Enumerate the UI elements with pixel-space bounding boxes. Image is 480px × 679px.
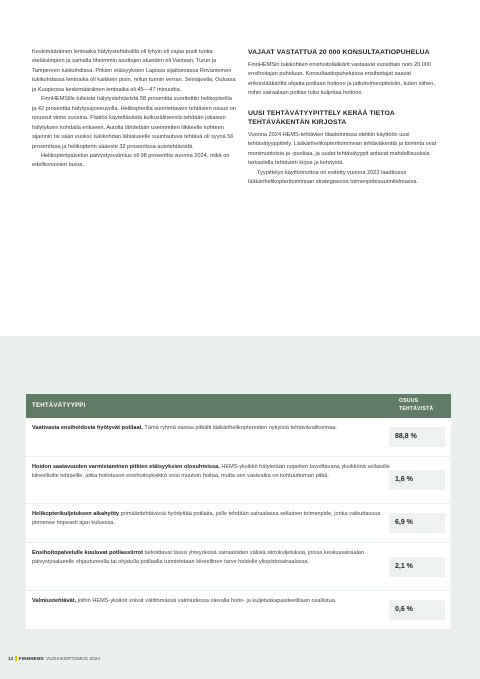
table-row	[26, 591, 451, 630]
header-mission-type: TEHTÄVÄTYYPPI	[32, 403, 86, 409]
mission-type-table	[26, 394, 451, 630]
brand-name: FINNHEMS	[18, 656, 45, 661]
row-share-value: 0,6 %	[389, 600, 445, 620]
row-title: Hoidon saatavuuden varmistaminen pitkien etäisyyksien olosuhteissa.	[32, 464, 220, 470]
page-footer	[8, 656, 100, 661]
table-row	[26, 543, 451, 591]
section-heading-consultation: VAJAAT VASTATTUA 20 000 KONSULTAATIOPUHELUA	[248, 49, 430, 56]
right-paragraph-2: Vuonna 2024 HEMS-tehtävien tilastoinnissa otettiin käyttöön uusi tehtävätyyppittely. Lääkärihelikopteritoiminnan tehtäväkenttä ja toiminta ovat monimuotoisia ja -puolisia, ja uudet tehtävätyypit antavat mahdollisuuksia tarkastella tehtävien kirjoa ja kehitystä.	[248, 131, 437, 167]
row-share-value: 2,1 %	[389, 557, 445, 577]
page-number: 12	[8, 656, 14, 661]
divider-bar-icon	[15, 656, 17, 661]
row-share-value: 1,6 %	[389, 470, 445, 490]
row-description	[32, 510, 398, 528]
right-paragraph-3: Tyypittelyn käyttöönottoa on esitetty vuonna 2023 laaditussa lääkärihelikopteritoiminnan strategisessa toimenpidesuunnitelmassa.	[248, 169, 419, 186]
row-text: primääritehtävissä hyödyttää potilaita, joille tehdään sairaalassa sellainen toimenpide, jonka vaikuttavuus pienenee nopeasti ajan kuluessa.	[32, 511, 381, 526]
row-share-value: 6,9 %	[389, 513, 445, 533]
row-title: Helikopterikuljetuksen aikahyöty	[32, 511, 120, 517]
left-paragraph-3: Helikopteripalvelun päivystysvalmius oli 98 prosenttia vuonna 2024, mikä on edellisvuosien tasoa.	[32, 152, 230, 169]
row-description	[32, 463, 398, 481]
header-share: OSUUS TEHTÄVISTÄ	[399, 398, 434, 412]
section-heading-typology: UUSI TEHTÄVÄTYYPITTELY KERÄÄ TIETOA TEHTÄVÄKENTÄN KIRJOSTA	[248, 109, 395, 126]
row-description	[32, 424, 398, 433]
row-text: joihin HEMS-yksiköt voivat välittömässä valmiudessa olevalla hoito- ja kuljetuskapasiteetillaan osallistua.	[76, 598, 337, 604]
left-column	[32, 48, 237, 171]
row-description	[32, 597, 398, 606]
table-header	[26, 394, 451, 418]
row-text: tarkoittavat tässä yhteydessä sairaaloiden välisiä siirtokuljetuksia, joissa keskussairaalan päivystysalueelle ohjautuneella tai ohjatulla potilaalla tunnistetaan kiireellinen tarve hoidolle yliopistosairaalassa.	[32, 550, 365, 565]
table-row	[26, 504, 451, 543]
table-row	[26, 457, 451, 504]
table-row	[26, 418, 451, 457]
row-text: Tämä ryhmä vastaa pitkälti lääkärihelikoptereiden nykyistä tehtävävalikoimaa.	[142, 425, 337, 431]
row-description	[32, 549, 398, 567]
left-paragraph-1: Keskimääräinen lentoaika hälytystehtävällä oli lyhyin eli vajaa puoli tuntia eteläisimpien ja samalla tiheimmin asuttujen alueiden eli Vantaan, Turun ja Tampereen tukikohdissa. Pitkien etäisyyksien Lapissa sijaitsevassa Rovaniemen tukikohdassa lentoaika oli kaikkein pisin, reilun tunnin verran. Seinäjoella, Oulussa ja Kuopiossa keskimääräinen lentoaika oli 45—47 minuuttia.	[32, 49, 236, 93]
row-share-value: 88,8 %	[389, 427, 445, 447]
row-title: Valmiustehtävät,	[32, 598, 77, 604]
left-paragraph-2: FinnHEMSille tulleista hälytystehtävistä 58 prosenttia suoritettiin helikopterilla ja 42 prosenttia hälytysajoneuvolla. Helikopterilla suoritettavien tehtävien osuus on noussut viime vuosina. Päätös käytettävästä kulkuvälineestä tehdään jokaisen hälytyksen kohdalla erikseen. Autolla lähdetään useimmiten liikkeelle kohteen sijainnin tai sään vuoksi: tukikohdan lähialueelle suuntautuva tehtävä oli syynä 56 prosentissa ja helikopterin sääeste 32 prosentissa autotehtävistä.	[32, 96, 236, 150]
right-column	[248, 48, 448, 188]
right-paragraph-1: FinnHEMSin tukikohtien ensihoitolääkärit vastaavat vuosittain noin 20 000 ensihoitajan puheluun. Konsultaatiopuheluissa ensihoitajat saavat erikoislääkäriltä ohjeita potilaan hoitoon ja jatkotoimenpiteisiin, kuten siihen, mihin sairaalaan potilas tulisi kuljettaa hoitoon.	[248, 62, 435, 97]
publication-title: VUOSIKERTOMUS 2024	[46, 656, 101, 661]
row-text: HEMS-yksikkö hälytetään nopeiten tavoittavana yksikkönä sellaisille kiireellisille tehtäville, jotka hoitotason ensihoitoyksikkö voisi muutoin hoitaa, mutta sen vasteaika on kohtuuttoman pitkä.	[32, 464, 390, 479]
row-title: Ensihoitopalvelulle kuuluvat potilassiirrot	[32, 550, 143, 556]
row-title: Vaativasta ensihoidosta hyötyvät potilaat.	[32, 425, 143, 431]
